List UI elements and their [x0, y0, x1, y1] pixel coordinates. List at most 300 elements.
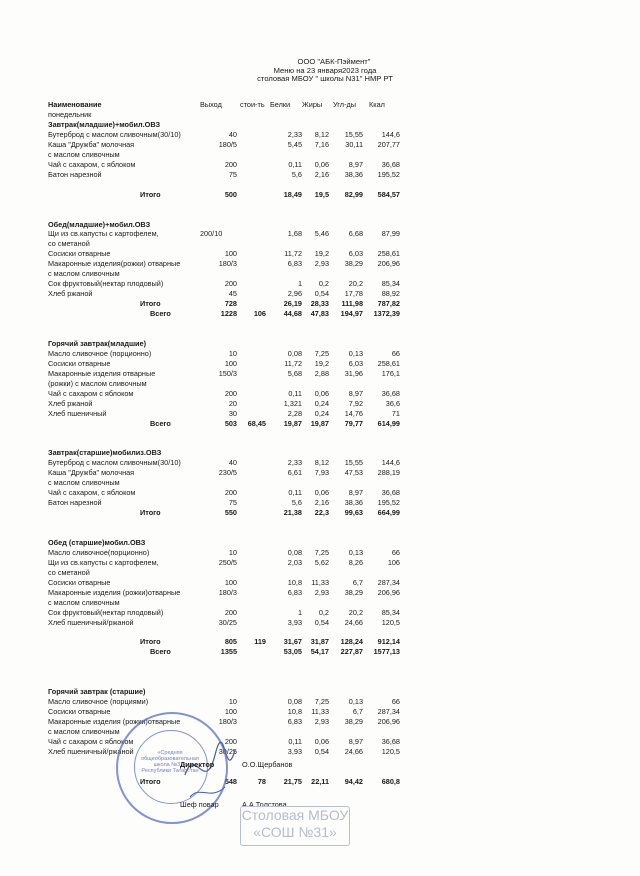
kcal-cell: 1372,39: [373, 309, 400, 319]
output-cell: 728: [224, 299, 237, 309]
fats-cell: 0,2: [318, 607, 329, 617]
output-cell: 200: [224, 388, 237, 398]
proteins-cell: 0,11: [288, 388, 302, 398]
table-row: [0, 379, 640, 389]
col-kcal-header: Ккал: [369, 100, 385, 109]
dish-name-continued: (рожки) с маслом сливочным: [48, 378, 147, 388]
total-row: [0, 190, 640, 200]
fats-cell: 7,25: [314, 547, 329, 557]
carbs-cell: 111,98: [341, 299, 363, 309]
output-cell: 805: [224, 637, 237, 647]
table-row: [0, 140, 640, 150]
fats-cell: 54,17: [310, 647, 329, 657]
table-row: [0, 389, 640, 399]
proteins-cell: 5,6: [291, 169, 302, 179]
kcal-cell: 66: [391, 348, 400, 358]
kcal-cell: 258,61: [377, 249, 400, 259]
table-row: [0, 349, 640, 359]
kcal-cell: 144,6: [381, 458, 400, 468]
section-title: Завтрак(старшие)мобилиз.ОВЗ: [48, 448, 162, 458]
carbs-cell: 8,97: [348, 488, 363, 498]
total-label: Итого: [140, 637, 161, 647]
output-cell: 200: [224, 159, 237, 169]
fats-cell: 11,33: [311, 577, 329, 587]
fats-cell: 2,93: [314, 259, 329, 269]
carbs-cell: 15,55: [344, 458, 363, 468]
dish-name: Щи из св.капусты с картофелем,: [48, 557, 159, 567]
fats-cell: 8,12: [314, 458, 329, 468]
col-fats-header: Жиры: [302, 100, 323, 109]
canteen-name: столовая МБОУ " школы N31" НМР РТ: [257, 74, 393, 84]
kcal-cell: 787,82: [377, 299, 400, 309]
fats-cell: 5,46: [314, 229, 329, 239]
output-cell: 200: [224, 279, 237, 289]
kcal-cell: 176,1: [381, 368, 400, 378]
dish-name: Хлеб ржаной: [48, 289, 93, 299]
proteins-cell: 10,8: [287, 707, 302, 717]
blank-row: [0, 329, 640, 339]
blank-row: [0, 518, 640, 528]
carbs-cell: 0,13: [348, 547, 363, 557]
kcal-cell: 195,52: [377, 498, 400, 508]
carbs-cell: 38,36: [344, 498, 363, 508]
blank-row: [0, 180, 640, 190]
dish-name: Сосиски отварные: [48, 577, 111, 587]
blank-row: [0, 528, 640, 538]
fats-cell: 0,24: [314, 398, 329, 408]
table-row: [0, 239, 640, 249]
output-cell: 200: [224, 488, 237, 498]
output-cell: 30/25: [218, 617, 237, 627]
dish-name: Батон нарезной: [48, 169, 102, 179]
table-row: [0, 160, 640, 170]
proteins-cell: 5,6: [291, 498, 302, 508]
carbs-cell: 82,99: [344, 189, 363, 199]
fats-cell: 0,54: [314, 289, 329, 299]
total-label: Всего: [150, 309, 171, 319]
dish-name-continued: со сметаной: [48, 567, 90, 577]
dish-name-continued: с маслом сливочным: [48, 478, 120, 488]
kcal-cell: 614,99: [377, 418, 400, 428]
output-cell: 100: [224, 707, 237, 717]
output-cell: 30/25: [218, 746, 237, 756]
carbs-cell: 8,26: [348, 557, 363, 567]
fats-cell: 19,87: [310, 418, 329, 428]
kcal-cell: 36,6: [385, 398, 400, 408]
proteins-cell: 5,68: [287, 368, 302, 378]
proteins-cell: 2,03: [287, 557, 302, 567]
carbs-cell: 8,97: [348, 159, 363, 169]
dish-name: Хлеб пшеничный: [48, 408, 107, 418]
blank-row: [0, 438, 640, 448]
total-label: Итого: [140, 508, 161, 518]
cost-cell: 119: [254, 637, 266, 647]
carbs-cell: 227,87: [340, 647, 363, 657]
table-row: [0, 588, 640, 598]
col-name-header: Наименование: [48, 100, 102, 109]
fats-cell: 0,06: [314, 388, 329, 398]
table-row: [0, 498, 640, 508]
carbs-cell: 6,03: [348, 358, 363, 368]
col-output-header: Выход: [200, 100, 222, 109]
fats-cell: 11,33: [311, 707, 329, 717]
proteins-cell: 2,28: [287, 408, 302, 418]
kcal-cell: 85,34: [381, 607, 400, 617]
output-cell: 20: [228, 398, 237, 408]
carbs-cell: 38,29: [344, 587, 363, 597]
section-title: Горячий завтрак(младшие): [48, 338, 147, 348]
output-cell: 40: [228, 458, 237, 468]
fats-cell: 2,88: [314, 368, 329, 378]
blank-row: [0, 428, 640, 438]
fats-cell: 0,2: [318, 279, 329, 289]
carbs-cell: 15,55: [344, 129, 363, 139]
canteen-stamp-line-1: Столовая МБОУ: [241, 807, 349, 823]
dish-name-continued: с маслом сливочным: [48, 597, 120, 607]
table-row: [0, 289, 640, 299]
fats-cell: 8,12: [314, 129, 329, 139]
proteins-cell: 2,33: [287, 458, 302, 468]
director-label: Директор: [180, 760, 215, 769]
dish-name: Макаронные изделия (рожки)отварные: [48, 587, 181, 597]
proteins-cell: 0,11: [288, 736, 302, 746]
carbs-cell: 24,66: [344, 746, 363, 756]
fats-cell: 2,93: [314, 587, 329, 597]
output-cell: 180/3: [218, 587, 237, 597]
total-row: [0, 309, 640, 319]
section-header-row: [0, 687, 640, 697]
dish-name: Чай с сахаром, с яблоком: [48, 159, 136, 169]
proteins-cell: 21,75: [283, 776, 302, 786]
proteins-cell: 0,11: [288, 488, 302, 498]
kcal-cell: 144,6: [381, 129, 400, 139]
fats-cell: 2,93: [314, 717, 329, 726]
table-row: [0, 717, 640, 727]
total-row: [0, 508, 640, 518]
output-cell: 500: [224, 189, 237, 199]
dish-name: Батон нарезной: [48, 498, 102, 508]
proteins-cell: 6,83: [287, 587, 302, 597]
table-row: [0, 478, 640, 488]
proteins-cell: 3,93: [287, 746, 302, 756]
fats-cell: 7,25: [314, 348, 329, 358]
output-cell: 1355: [220, 647, 237, 657]
table-row: [0, 548, 640, 558]
dish-name: Масло сливочное (порциями): [48, 697, 149, 707]
kcal-cell: 206,96: [377, 259, 400, 269]
kcal-cell: 206,96: [377, 717, 400, 726]
output-cell: 150/3: [218, 368, 237, 378]
proteins-cell: 0,08: [287, 348, 302, 358]
dish-name: Макаронные изделия(рожки) отварные: [48, 259, 181, 269]
dish-name: Сосиски отварные: [48, 358, 111, 368]
output-cell: 180/3: [218, 717, 237, 726]
fats-cell: 0,06: [314, 159, 329, 169]
table-row: [0, 359, 640, 369]
dish-name: Щи из св.капусты с картофелем,: [48, 229, 159, 239]
table-row: [0, 409, 640, 419]
carbs-cell: 17,78: [344, 289, 363, 299]
blank-row: [0, 319, 640, 329]
dish-name: Чай с сахаром, с яблоком: [48, 488, 136, 498]
table-row: [0, 618, 640, 628]
kcal-cell: 66: [391, 547, 400, 557]
document-header: [0, 58, 640, 84]
kcal-cell: 584,57: [377, 189, 400, 199]
carbs-cell: 20,2: [348, 279, 363, 289]
table-row: [0, 369, 640, 379]
carbs-cell: 0,13: [348, 348, 363, 358]
carbs-cell: 31,96: [344, 368, 363, 378]
fats-cell: 0,54: [314, 617, 329, 627]
output-cell: 10: [228, 697, 237, 707]
fats-cell: 22,3: [314, 508, 329, 518]
table-row: [0, 279, 640, 289]
table-row: [0, 399, 640, 409]
dish-name-continued: со сметаной: [48, 239, 90, 249]
kcal-cell: 195,52: [377, 169, 400, 179]
output-cell: 75: [228, 498, 237, 508]
carbs-cell: 6,68: [348, 229, 363, 239]
section-title: Горячий завтрак (старшие): [48, 687, 146, 697]
table-row: [0, 727, 640, 737]
total-row: [0, 419, 640, 429]
kcal-cell: 287,34: [377, 707, 400, 717]
proteins-cell: 6,83: [287, 717, 302, 726]
kcal-cell: 66: [391, 697, 400, 707]
blank-row: [0, 667, 640, 677]
proteins-cell: 11,72: [284, 358, 302, 368]
section-title: Завтрак(младшие)+мобил.ОВЗ: [48, 120, 161, 129]
kcal-cell: 87,99: [381, 229, 400, 239]
fats-cell: 7,93: [314, 468, 329, 478]
carbs-cell: 24,66: [344, 617, 363, 627]
col-cost-header: стои-ть: [240, 100, 265, 109]
kcal-cell: 207,77: [377, 139, 400, 149]
output-cell: 40: [228, 129, 237, 139]
fats-cell: 19,2: [314, 358, 329, 368]
dish-name: Чай с сахаром с яблоком: [48, 736, 134, 746]
output-cell: 230/5: [218, 468, 237, 478]
proteins-cell: 0,11: [288, 159, 302, 169]
dish-name: Чай с сахаром с яблоком: [48, 388, 134, 398]
canteen-stamp: [240, 806, 350, 846]
total-label: Итого: [140, 189, 161, 199]
proteins-cell: 0,08: [287, 547, 302, 557]
carbs-cell: 0,13: [348, 697, 363, 707]
kcal-cell: 36,68: [381, 159, 400, 169]
fats-cell: 5,62: [314, 557, 329, 567]
dish-name: Бутерброд с маслом сливочным(30/10): [48, 458, 181, 468]
dish-name: Сосиски отварные: [48, 707, 111, 717]
proteins-cell: 21,38: [283, 508, 302, 518]
kcal-cell: 258,61: [377, 358, 400, 368]
menu-date: Меню на 23 января2023 года: [273, 65, 377, 75]
carbs-cell: 30,11: [345, 139, 363, 149]
output-cell: 75: [228, 169, 237, 179]
dish-name: Макаронные изделия отварные: [48, 368, 156, 378]
proteins-cell: 10,8: [287, 577, 302, 587]
org-name: ООО "АБК-Пэймент": [297, 57, 371, 66]
output-cell: 200: [224, 736, 237, 746]
fats-cell: 31,87: [310, 637, 329, 647]
proteins-cell: 31,67: [283, 637, 302, 647]
output-cell: 548: [224, 776, 237, 786]
blank-row: [0, 627, 640, 637]
carbs-cell: 79,77: [344, 418, 363, 428]
fats-cell: 0,54: [314, 746, 329, 756]
table-row: [0, 578, 640, 588]
total-row: [0, 637, 640, 647]
col-proteins-header: Белки: [270, 100, 291, 109]
output-cell: 200/10: [200, 229, 223, 239]
kcal-cell: 106: [387, 557, 400, 567]
dish-name: Хлеб пшеничный/ржаной: [48, 617, 134, 627]
dish-name: Масло сливочное (порционно): [48, 348, 152, 358]
column-header-row: [0, 100, 640, 110]
dish-name: Бутерброд с маслом сливочным(30/10): [48, 129, 181, 139]
output-cell: 10: [228, 547, 237, 557]
fats-cell: 19,5: [314, 189, 329, 199]
fats-cell: 22,11: [311, 776, 329, 786]
proteins-cell: 18,49: [283, 189, 302, 199]
kcal-cell: 680,8: [381, 776, 400, 786]
fats-cell: 0,24: [314, 408, 329, 418]
fats-cell: 7,25: [314, 697, 329, 707]
fats-cell: 47,83: [310, 309, 329, 319]
proteins-cell: 19,87: [283, 418, 302, 428]
proteins-cell: 11,72: [284, 249, 302, 259]
table-row: [0, 269, 640, 279]
proteins-cell: 1: [297, 607, 302, 617]
total-label: Всего: [150, 418, 171, 428]
output-cell: 180/5: [218, 139, 237, 149]
column-header-row-2: [0, 110, 640, 120]
table-row: [0, 229, 640, 239]
proteins-cell: 1: [297, 279, 302, 289]
section-header-row: [0, 220, 640, 230]
blank-row: [0, 210, 640, 220]
blank-row: [0, 657, 640, 667]
proteins-cell: 6,61: [287, 468, 302, 478]
proteins-cell: 44,68: [283, 309, 302, 319]
table-row: [0, 558, 640, 568]
dish-name: Макаронные изделия (рожки)отварные: [48, 717, 181, 726]
kcal-cell: 71: [391, 408, 400, 418]
fats-cell: 2,16: [314, 498, 329, 508]
table-row: [0, 697, 640, 707]
total-label: Итого: [140, 776, 161, 786]
table-row: [0, 150, 640, 160]
output-cell: 1228: [220, 309, 237, 319]
proteins-cell: 0,08: [287, 697, 302, 707]
carbs-cell: 14,76: [344, 408, 363, 418]
table-row: [0, 598, 640, 608]
output-cell: 550: [224, 508, 237, 518]
dish-name-continued: с маслом сливочным: [48, 149, 120, 159]
section-header-row: [0, 538, 640, 548]
output-cell: 45: [228, 289, 237, 299]
table-row: [0, 747, 640, 757]
table-row: [0, 468, 640, 478]
blank-row: [0, 677, 640, 687]
kcal-cell: 120,5: [381, 617, 400, 627]
output-cell: 30: [228, 408, 237, 418]
total-row: [0, 647, 640, 657]
kcal-cell: 664,99: [377, 508, 400, 518]
dish-name: Масло сливочное(порционно): [48, 547, 150, 557]
fats-cell: 19,2: [314, 249, 329, 259]
table-row: [0, 608, 640, 618]
carbs-cell: 38,36: [344, 169, 363, 179]
dish-name: Каша "Дружба" молочная: [48, 139, 135, 149]
kcal-cell: 206,96: [377, 587, 400, 597]
kcal-cell: 120,5: [381, 746, 400, 756]
kcal-cell: 1577,13: [373, 647, 400, 657]
chef-name: А.А.Толстова: [242, 800, 287, 809]
kcal-cell: 85,34: [381, 279, 400, 289]
table-row: [0, 707, 640, 717]
section-header-row: [0, 339, 640, 349]
proteins-cell: 6,83: [287, 259, 302, 269]
total-row: [0, 777, 640, 787]
kcal-cell: 288,19: [377, 468, 400, 478]
cost-cell: 68,45: [247, 418, 266, 428]
fats-cell: 7,16: [314, 139, 329, 149]
kcal-cell: 36,68: [381, 736, 400, 746]
dish-name-continued: с маслом сливочным: [48, 269, 120, 279]
proteins-cell: 53,05: [283, 647, 302, 657]
table-row: [0, 488, 640, 498]
proteins-cell: 1,321: [283, 398, 302, 408]
section-title: Обед(младшие)+мобил.ОВЗ: [48, 219, 151, 229]
col-carbs-header: Угл-ды: [333, 100, 356, 109]
dish-name: Каша "Дружба" молочная: [48, 468, 135, 478]
cost-cell: 78: [257, 776, 266, 786]
kcal-cell: 287,34: [377, 577, 400, 587]
output-cell: 200: [224, 607, 237, 617]
output-cell: 180/3: [218, 259, 237, 269]
signature-image: [180, 735, 240, 805]
carbs-cell: 6,7: [352, 577, 363, 587]
proteins-cell: 26,19: [283, 299, 302, 309]
total-row: [0, 299, 640, 309]
output-cell: 10: [228, 348, 237, 358]
carbs-cell: 6,03: [348, 249, 363, 259]
carbs-cell: 128,24: [340, 637, 363, 647]
carbs-cell: 7,92: [348, 398, 363, 408]
kcal-cell: 36,68: [381, 388, 400, 398]
total-label: Итого: [140, 299, 161, 309]
carbs-cell: 6,7: [352, 707, 363, 717]
dish-name: Сок фруктовый(нектар плодовый): [48, 607, 164, 617]
output-cell: 100: [224, 577, 237, 587]
dish-name: Хлеб ржаной: [48, 398, 93, 408]
chef-label: Шеф повар: [180, 800, 219, 809]
dish-name: Сок фруктовый(нектар плодовый): [48, 279, 164, 289]
total-label: Всего: [150, 647, 171, 657]
proteins-cell: 2,33: [287, 129, 302, 139]
table-row: [0, 737, 640, 747]
fats-cell: 2,16: [314, 169, 329, 179]
carbs-cell: 38,29: [344, 717, 363, 726]
col-day-header: понедельник: [48, 110, 92, 119]
section-header-row: [0, 120, 640, 130]
carbs-cell: 47,53: [344, 468, 363, 478]
output-cell: 503: [224, 418, 237, 428]
table-row: [0, 259, 640, 269]
carbs-cell: 8,97: [348, 736, 363, 746]
